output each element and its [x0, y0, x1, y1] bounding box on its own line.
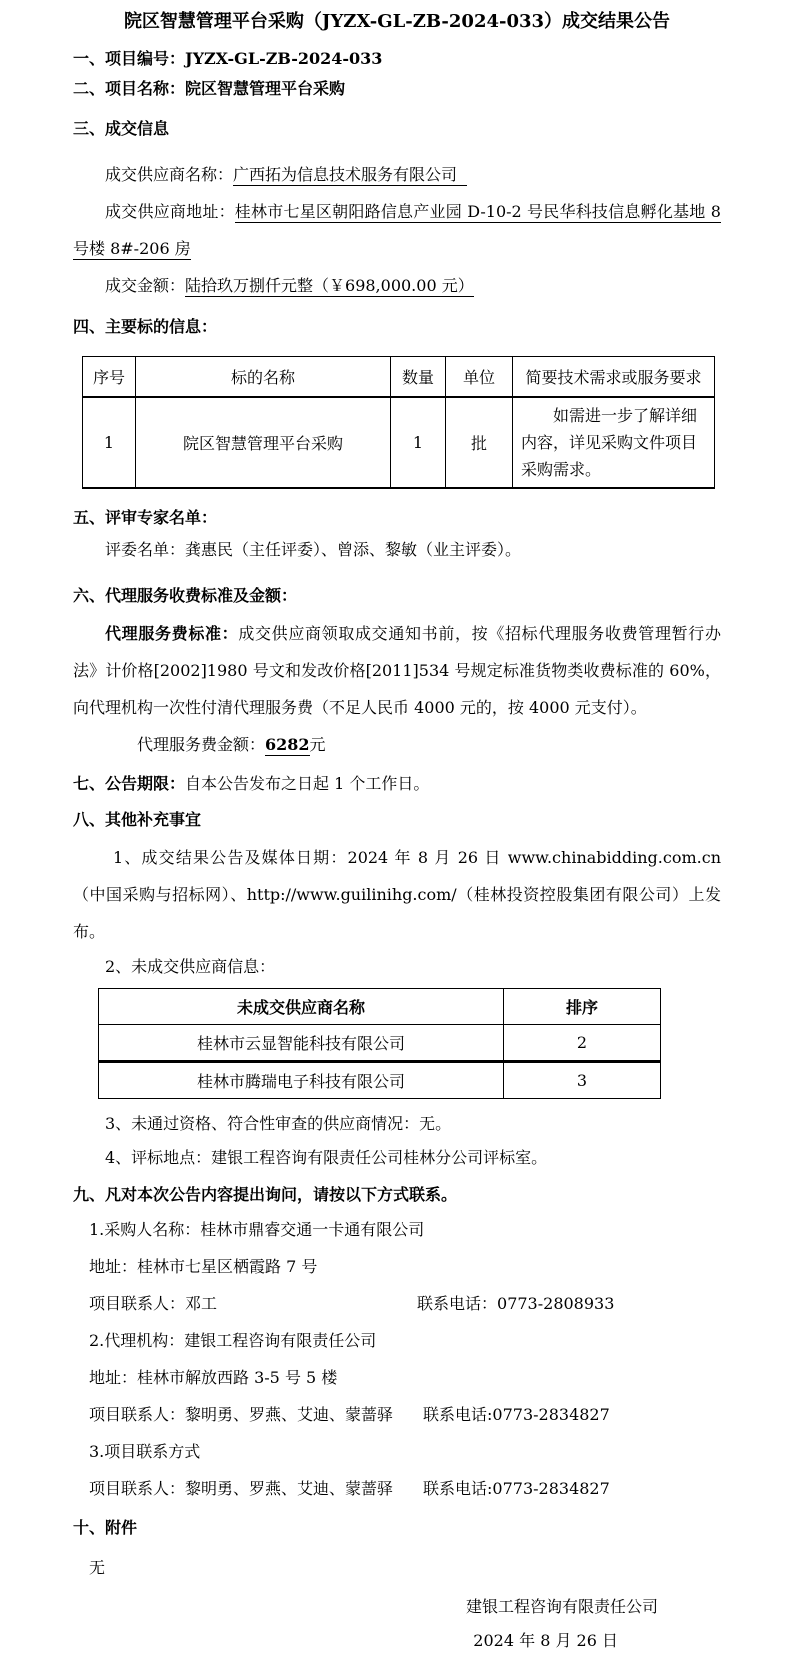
footer-company: 建银工程咨询有限责任公司 — [465, 1596, 658, 1616]
section-period-line — [73, 769, 721, 799]
subject-col-unit: 单位 — [446, 357, 513, 397]
project-contact-person: 项目联系人：黎明勇、罗燕、艾迪、蒙蔷驿 — [89, 1478, 394, 1498]
experts-list: 评委名单：龚惠民（主任评委）、曾添、黎敏（业主评委）。 — [105, 539, 522, 559]
section-contact-heading: 九、凡对本次公告内容提出询问，请按以下方式联系。 — [73, 1184, 458, 1204]
agency-address-line: 地址：桂林市解放西路 3-5 号 5 楼 — [89, 1367, 338, 1387]
unsuccessful-suppliers-table — [98, 988, 661, 1099]
unsuccessful-col-rank: 排序 — [504, 988, 661, 1024]
project-contact-heading: 3.项目联系方式 — [89, 1441, 201, 1461]
section-other-heading: 八、其他补充事宜 — [73, 809, 202, 829]
fee-standard-text: 成交供应商领取成交通知书前，按《招标代理服务收费管理暂行办法》计价格[2002]1980 号文和发改价格[2011]534 号规定标准货物类收费标准的 60%，向代理机构一次性付清代理服务费（不足人民币 4000 元的，按 4000 元支付）。 — [73, 623, 721, 717]
purchaser-contact-line — [73, 1285, 721, 1322]
subject-col-seq: 序号 — [83, 357, 136, 397]
unsuccessful-supplier-name: 桂林市云显智能科技有限公司 — [99, 1024, 504, 1061]
project-phone: 联系电话:0773-2834827 — [423, 1478, 610, 1498]
supplier-name-value: 广西拓为信息技术服务有限公司 — [233, 165, 467, 186]
award-amount-value: 陆拾玖万捌仟元整（￥698,000.00 元） — [185, 276, 474, 295]
subject-cell-qty: 1 — [391, 397, 446, 488]
other-item-1: 1、成交结果公告及媒体日期：2024 年 8 月 26 日 www.chinabidding.com.cn（中国采购与招标网）、http://www.guilinihg.com/（桂林投资控股集团有限公司）上发布。 — [73, 847, 721, 941]
purchaser-address-line: 地址：桂林市七星区栖霞路 7 号 — [89, 1256, 318, 1276]
supplier-name-label: 成交供应商名称： — [105, 165, 234, 184]
fee-standard-paragraph — [73, 615, 721, 726]
supplier-address-value: 桂林市七星区朝阳路信息产业园 D-10-2 号民华科技信息孵化基地 8 号楼 8#-206 房 — [73, 202, 721, 258]
other-item-2: 2、未成交供应商信息： — [105, 956, 276, 976]
fee-amount-line — [73, 726, 721, 763]
project-number-line: 一、项目编号：JYZX-GL-ZB-2024-033 — [73, 49, 383, 68]
table-row — [83, 397, 715, 488]
fee-amount-unit: 元 — [309, 734, 326, 754]
section-fee-heading: 六、代理服务收费标准及金额： — [73, 585, 298, 605]
purchaser-contact-person: 项目联系人：邓工 — [89, 1293, 218, 1313]
award-amount-label: 成交金额： — [105, 276, 186, 295]
agency-phone: 联系电话:0773-2834827 — [423, 1404, 610, 1424]
supplier-address-label: 成交供应商地址： — [105, 202, 235, 221]
subject-cell-name: 院区智慧管理平台采购 — [136, 397, 391, 488]
period-text: 自本公告发布之日起 1 个工作日。 — [185, 773, 430, 793]
page-title: 院区智慧管理平台采购（JYZX-GL-ZB-2024-033）成交结果公告 — [123, 11, 671, 32]
purchaser-phone: 联系电话：0773-2808933 — [417, 1293, 615, 1313]
agency-contact-person: 项目联系人：黎明勇、罗燕、艾迪、蒙蔷驿 — [89, 1404, 394, 1424]
section-experts-heading: 五、评审专家名单： — [73, 507, 218, 527]
table-row — [99, 1024, 661, 1061]
project-name-line: 二、项目名称：院区智慧管理平台采购 — [73, 79, 346, 98]
agency-contact-line — [73, 1396, 721, 1433]
subject-cell-unit: 批 — [446, 397, 513, 488]
other-item-4: 4、评标地点：建银工程咨询有限责任公司桂林分公司评标室。 — [105, 1147, 548, 1167]
agency-name-line: 2.代理机构：建银工程咨询有限责任公司 — [89, 1330, 377, 1350]
other-item-3: 3、未通过资格、符合性审查的供应商情况：无。 — [105, 1113, 452, 1133]
fee-amount-value: 6282 — [265, 734, 310, 754]
unsuccessful-header-row — [99, 988, 661, 1024]
subject-col-name: 标的名称 — [136, 357, 391, 397]
section-subject-heading: 四、主要标的信息： — [73, 317, 218, 336]
subject-table-header-row — [83, 357, 715, 397]
unsuccessful-supplier-name: 桂林市腾瑞电子科技有限公司 — [99, 1061, 504, 1098]
fee-amount-label: 代理服务费金额： — [137, 734, 266, 754]
project-contact-line — [73, 1470, 721, 1507]
subject-col-req: 简要技术需求或服务要求 — [513, 357, 715, 397]
supplier-address-line — [73, 193, 721, 267]
award-amount-line — [73, 267, 721, 304]
section-award-heading: 三、成交信息 — [73, 119, 170, 138]
section-attachment-heading: 十、附件 — [73, 1517, 138, 1537]
unsuccessful-col-name: 未成交供应商名称 — [99, 988, 504, 1024]
period-label: 七、公告期限： — [73, 773, 186, 793]
subject-table — [82, 356, 715, 489]
subject-cell-req: 如需进一步了解详细内容，详见采购文件项目采购需求。 — [513, 397, 715, 488]
subject-cell-seq: 1 — [83, 397, 136, 488]
fee-standard-label: 代理服务费标准： — [105, 623, 239, 643]
unsuccessful-supplier-rank: 2 — [504, 1024, 661, 1061]
footer-date: 2024 年 8 月 26 日 — [473, 1630, 618, 1650]
subject-col-qty: 数量 — [391, 357, 446, 397]
purchaser-name-line: 1.采购人名称：桂林市鼎睿交通一卡通有限公司 — [89, 1219, 425, 1239]
supplier-name-line — [73, 156, 721, 193]
unsuccessful-supplier-rank: 3 — [504, 1061, 661, 1098]
table-row — [99, 1061, 661, 1098]
attachment-content: 无 — [89, 1557, 106, 1577]
